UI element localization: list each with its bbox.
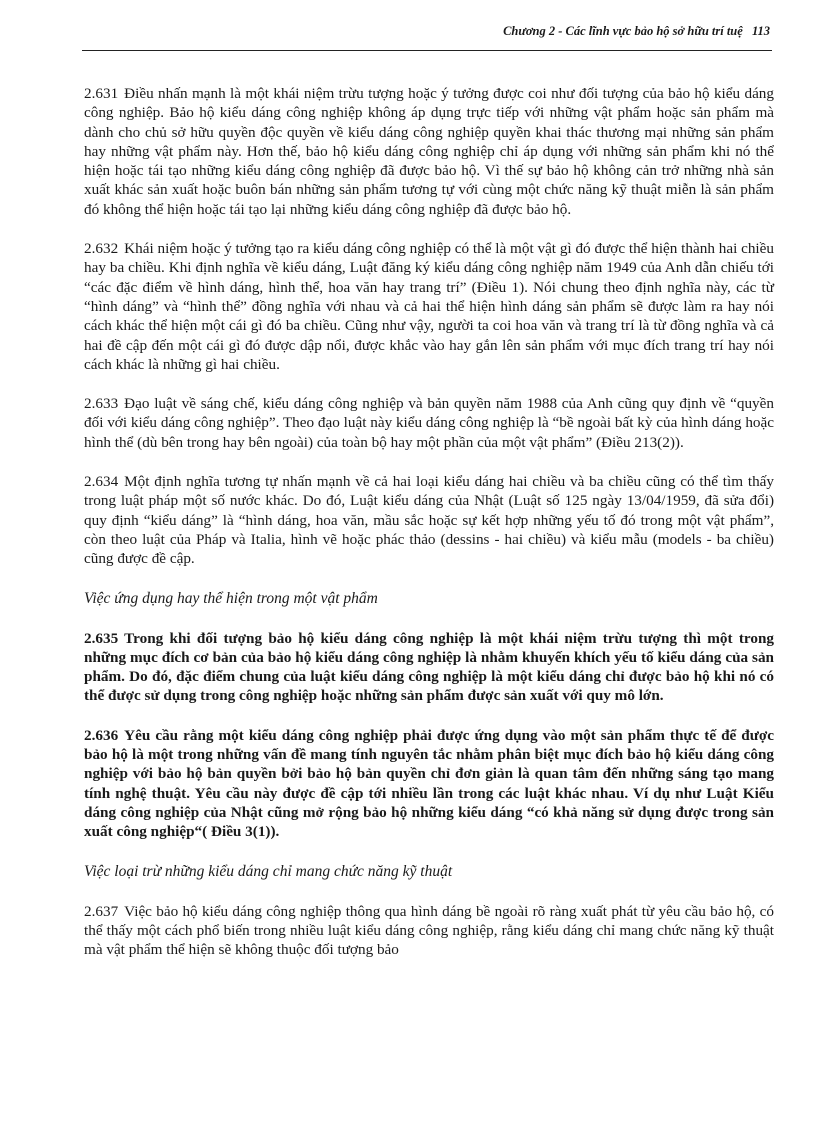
paragraph-number: 2.631 xyxy=(84,85,119,102)
header-rule xyxy=(82,50,772,51)
paragraph-2-635 xyxy=(84,629,774,706)
paragraph-text: Đạo luật về sáng chế, kiểu dáng công nghiệp và bản quyền năm 1988 của Anh cũng quy định về “quyền đối với kiểu dáng công nghiệp”. Theo đạo luật này kiểu dáng công nghiệp là “bề ngoài bất kỳ của hình dáng hoặc hình thể (dù bên trong hay bên ngoài) của toàn bộ hay một phần của một vật phẩm” (Điều 213(2)). xyxy=(84,395,774,451)
paragraph-text: Điều nhấn mạnh là một khái niệm trừu tượng hoặc ý tưởng được coi như đối tượng của bảo hộ kiểu dáng công nghiệp. Bảo hộ kiểu dáng công nghiệp không áp dụng trực tiếp với những vật phẩm hoặc sản phẩm mà dành cho chủ sở hữu quyền độc quyền về kiểu dáng công nghiệp quyền khai thác thương mại những sản phẩm hay những vật phẩm này. Hơn thế, bảo hộ kiểu dáng công nghiệp chỉ áp dụng với những sản phẩm khi nó thể hiện hoặc tái tạo những kiểu dáng công nghiệp đã được bảo hộ. Vì thế sự bảo hộ không cản trở những nhà sản xuất khác sản xuất hoặc buôn bán những sản phẩm tương tự với cùng một chức năng kỹ thuật miễn là sản phẩm đó không thể hiện hoặc tái tạo lại những kiểu dáng công nghiệp đã được bảo hộ. xyxy=(84,85,774,218)
paragraph-number: 2.635 xyxy=(84,629,119,647)
paragraph-number: 2.633 xyxy=(84,395,119,413)
paragraph-2-634 xyxy=(84,472,774,568)
running-header xyxy=(470,24,770,39)
paragraph-2-631 xyxy=(84,84,774,219)
paragraph-number: 2.632 xyxy=(84,240,119,258)
section-heading-exclusion: Việc loại trừ những kiểu dáng chỉ mang chức năng kỹ thuật xyxy=(84,862,453,880)
paragraph-number: 2.634 xyxy=(84,473,119,491)
paragraph-text: Yêu cầu rằng một kiểu dáng công nghiệp phải được ứng dụng vào một sản phẩm thực tế để được bảo hộ là một trong những vấn đề mang tính nguyên tắc nhằm phân biệt mục đích bảo hộ kiểu dáng công nghiệp với bảo hộ bản quyền bởi bảo hộ bản quyền chỉ đơn giản là quan tâm đến những sáng tạo mang tính nghệ thuật. Yêu cầu này được đề cập tới nhiều lần trong các luật khác nhau. Ví dụ như Luật Kiểu dáng công nghiệp của Nhật cũng mở rộng bảo hộ những kiểu dáng “có khả năng sử dụng được trong sản xuất công nghiệp“( Điều 3(1)). xyxy=(84,726,774,841)
paragraph-text: Khái niệm hoặc ý tưởng tạo ra kiểu dáng công nghiệp có thể là một vật gì đó được thể hiện thành hai chiều hay ba chiều. Khi định nghĩa về kiểu dáng, Luật đăng ký kiểu dáng công nghiệp năm 1949 của Anh dẫn chiếu tới “các đặc điểm về hình dáng, hình thể, hoa văn hay trang trí” (Điều 1). Nói chung theo định nghĩa này, các từ “hình dáng” và “hình thể” đồng nghĩa với nhau và cả hai thể hiện hình dáng sản phẩm sẽ được làm ra hay nói cách khác thể hiện một cái gì đó ba chiều. Cũng như vậy, người ta coi hoa văn và trang trí là từ đồng nghĩa và cả hai đề cập đến một cái gì đó được dập nổi, được khắc vào hay gắn lên sản phẩm với mục đích trang trí hay nói cách khác là những gì hai chiều. xyxy=(84,240,774,373)
page-body xyxy=(84,84,774,979)
paragraph-number: 2.636 xyxy=(84,726,119,744)
paragraph-text: Việc bảo hộ kiểu dáng công nghiệp thông qua hình dáng bề ngoài rõ ràng xuất phát từ yêu cầu bảo hộ, có thể thấy một cách phổ biến trong nhiều luật kiểu dáng công nghiệp, rằng kiểu dáng chỉ mang chức năng kỹ thuật mà vật phẩm thể hiện sẽ không thuộc đối tượng bảo xyxy=(84,902,774,959)
section-heading-application: Việc ứng dụng hay thể hiện trong một vật phẩm xyxy=(84,589,378,607)
paragraph-text: Trong khi đối tượng bảo hộ kiểu dáng công nghiệp là một khái niệm trừu tượng thì một trong những mục đích cơ bản của bảo hộ kiểu dáng công nghiệp là nhằm khuyến khích yếu tố kiểu dáng của sản phẩm. Do đó, đặc điểm chung của luật kiểu dáng công nghiệp là một kiểu dáng chỉ được bảo hộ khi nó có thể được sử dụng trong công nghiệp hoặc những sản phẩm được sản xuất với quy mô lớn. xyxy=(84,629,774,705)
paragraph-2-633 xyxy=(84,394,774,452)
paragraph-text: Một định nghĩa tương tự nhấn mạnh về cả hai loại kiểu dáng hai chiều và ba chiều cũng có thể tìm thấy trong luật pháp một số nước khác. Do đó, Luật kiểu dáng của Nhật (Luật số 125 ngày 13/04/1959, đã sửa đổi) quy định “kiểu dáng” là “hình dáng, hoa văn, mầu sắc hoặc sự kết hợp những yếu tố đó trong một vật phẩm”, còn theo luật của Pháp và Italia, hình vẽ hoặc phác thảo (dessins - hai chiều) và kiểu mẫu (models - ba chiều) cũng được đề cập. xyxy=(84,473,774,568)
paragraph-2-632 xyxy=(84,239,774,374)
chapter-title: Chương 2 - Các lĩnh vực bảo hộ sở hữu trí tuệ xyxy=(503,24,743,38)
paragraph-number: 2.637 xyxy=(84,902,119,920)
paragraph-2-637 xyxy=(84,902,774,960)
page-number: 113 xyxy=(751,24,770,38)
paragraph-2-636 xyxy=(84,726,774,842)
